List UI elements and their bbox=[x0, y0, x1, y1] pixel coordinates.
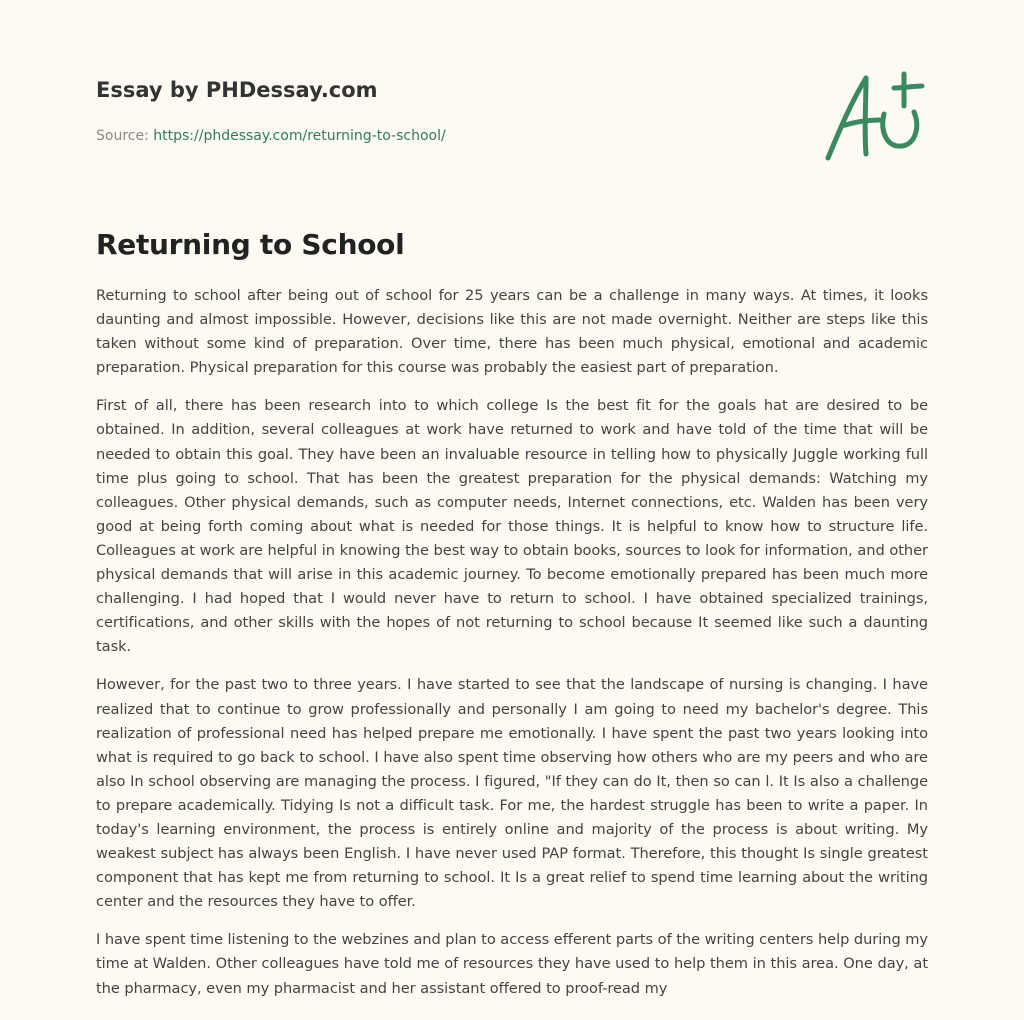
essay-title: Returning to School bbox=[96, 228, 405, 261]
essay-paragraph-1: Returning to school after being out of school for 25 years can be a challenge in many ways. At times, it looks daunting and almost impossible. However, decisions like this are not made overnight. Neither are steps like this taken without some kind of preparation. Over time, there has been much physical, emotional and academic preparation. Physical preparation for this course was probably the easiest part of preparation. bbox=[96, 287, 928, 377]
site-title: Essay by PHDessay.com bbox=[96, 78, 378, 102]
essay-paragraph-2: First of all, there has been research into to which college Is the best fit for the goals hat are desired to be obtained. In addition, several colleagues at work have returned to work and have told of the time that will be needed to obtain this goal. They have been an invaluable resource in telling how to physically Juggle working full time plus going to school. That has been the greatest preparation for the physical demands: Watching my colleagues. Other physical demands, such as computer needs, Internet connections, etc. Walden has been very good at being forth coming about what is needed for those things. It is helpful to know how to structure life. Colleagues at work are helpful in knowing the best way to obtain books, sources to look for information, and other physical demands that will arise in this academic journey. To become emotionally prepared has been much more challenging. I had hoped that I would never have to return to school. I have obtained specialized trainings, certifications, and other skills with the hopes of not returning to school because It seemed like such a daunting task. bbox=[96, 397, 928, 656]
essay-paragraph-4: I have spent time listening to the webzines and plan to access efferent parts of the writing centers help during my time at Walden. Other colleagues have told me of resources they have used to help them in this area. One day, at the pharmacy, even my pharmacist and her assistant offered to proof-read my bbox=[96, 931, 929, 997]
a-plus-grade-icon bbox=[820, 64, 930, 168]
source-link[interactable]: https://phdessay.com/returning-to-school/ bbox=[153, 128, 446, 144]
essay-paragraph-3: However, for the past two to three years. I have started to see that the landscape of nursing is changing. I have realized that to continue to grow professionally and personally I am going to need my bachelor's degree. This realization of professional need has helped prepare me emotionally. I have spent the past two years looking into what is required to go back to school. I have also spent time observing how others who are my peers and who are also In school observing are managing the process. I figured, "If they can do It, then so can l. It Is also a challenge to prepare academically. Tidying Is not a difficult task. For me, the hardest struggle has been to write a paper. In today's learning environment, the process is entirely online and majority of the process is about writing. My weakest subject has always been English. I have never used PAP format. Therefore, this thought Is single greatest component that has kept me from returning to school. It Is a great relief to spend time learning about the writing center and the resources they have to offer. bbox=[96, 676, 928, 911]
source-line bbox=[96, 126, 736, 146]
essay-body bbox=[96, 284, 928, 1015]
page-header bbox=[96, 76, 736, 146]
source-label: Source: bbox=[96, 128, 149, 144]
